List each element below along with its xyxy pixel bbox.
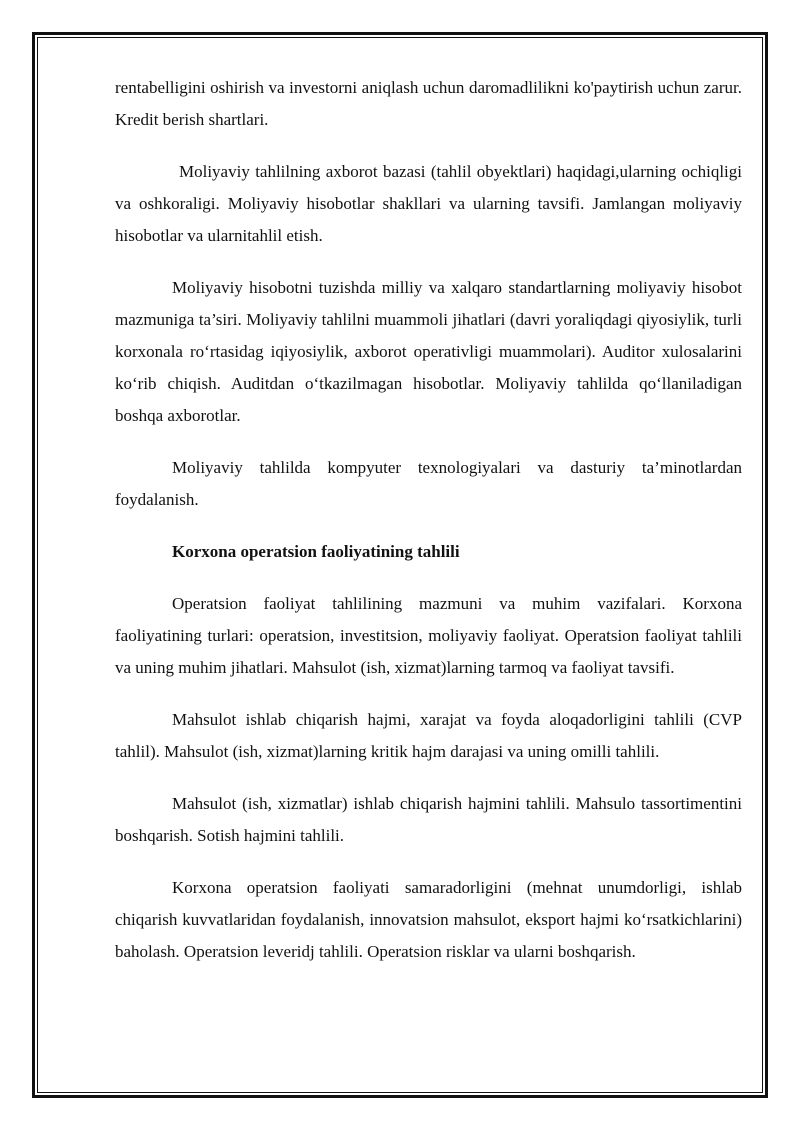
document-body <box>115 72 742 988</box>
paragraph-production-volume: Mahsulot (ish, xizmatlar) ishlab chiqarish hajmini tahlili. Mahsulo tassortimentini boshqarish. Sotish hajmini tahlili. <box>115 794 742 845</box>
paragraph-cvp-analysis: Mahsulot ishlab chiqarish hajmi, xarajat va foyda aloqadorligini tahlili (CVP tahlil). Mahsulot (ish, xizmat)larning kritik hajm darajasi va uning omilli tahlili. <box>115 710 742 761</box>
paragraph-reporting-standards: Moliyaviy hisobotni tuzishda milliy va xalqaro standartlarning moliyaviy hisobot mazmuniga ta’siri. Moliyaviy tahlilni muammoli jihatlari (davri yoraliqdagi qiyosiylik, turli korxonala ro‘rtasidag iqiyosiylik, axborot operativligi muammolari). Auditor xulosalarini ko‘rib chiqish. Auditdan o‘tkazilmagan hisobotlar. Moliyaviy tahlilda qo‘llaniladigan boshqa axborotlar. <box>115 278 742 425</box>
paragraph-efficiency-evaluation: Korxona operatsion faoliyati samaradorligini (mehnat unumdorligi, ishlab chiqarish kuvvatlaridan foydalanish, innovatsion mahsulot, eksport hajmi ko‘rsatkichlarini) baholash. Operatsion leveridj tahlili. Operatsion risklar va ularni boshqarish. <box>115 878 742 961</box>
paragraph-computer-technologies: Moliyaviy tahlilda kompyuter texnologiyalari va dasturiy ta’minotlardan foydalanish. <box>115 458 742 509</box>
section-heading: Korxona operatsion faoliyatining tahlili <box>172 542 460 561</box>
paragraph-operational-analysis: Operatsion faoliyat tahlilining mazmuni va muhim vazifalari. Korxona faoliyatining turlari: operatsion, investitsion, moliyaviy faoliyat. Operatsion faoliyat tahlili va uning muhim jihatlari. Mahsulot (ish, xizmat)larning tarmoq va faoliyat tavsifi. <box>115 594 742 677</box>
paragraph-continuation: rentabelligini oshirish va investorni aniqlash uchun daromadlilikni ko'paytirish uchun zarur. Kredit berish shartlari. <box>115 78 742 129</box>
paragraph-information-base: Moliyaviy tahlilning axborot bazasi (tahlil obyektlari) haqidagi,ularning ochiqligi va oshkoraligi. Moliyaviy hisobotlar shakllari va ularning tavsifi. Jamlangan moliyaviy hisobotlar va ularnitahlil etish. <box>115 162 742 245</box>
